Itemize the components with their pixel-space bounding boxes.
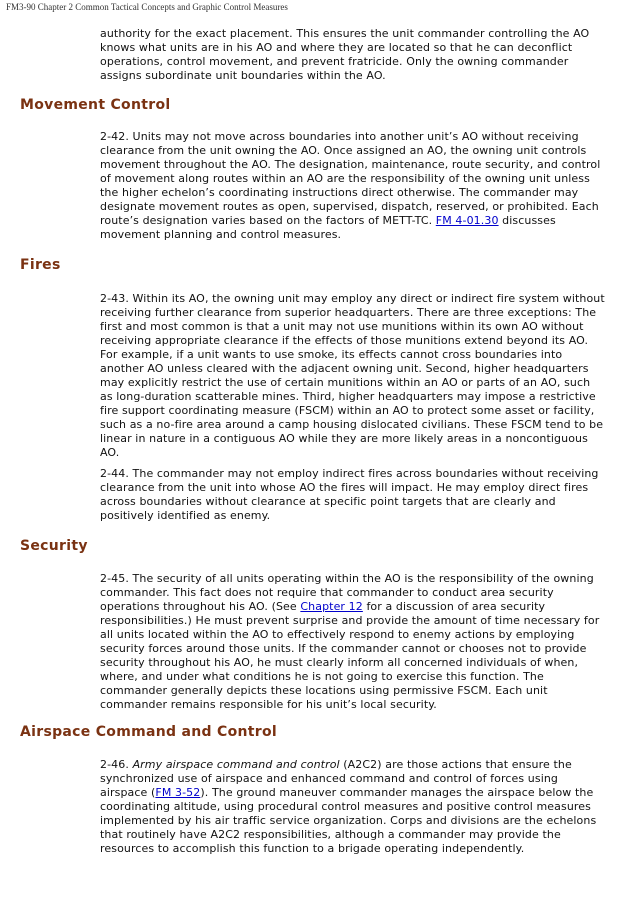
paragraph-2-42-text-end: discusses movement planning and control measures. — [100, 214, 556, 241]
paragraph-2-45 — [100, 572, 606, 712]
paragraph-2-43 — [100, 292, 606, 460]
paragraph-2-42 — [100, 130, 606, 242]
paragraph-2-46 — [100, 758, 606, 856]
heading-security: Security — [20, 538, 88, 554]
heading-fires: Fires — [20, 257, 61, 273]
link-fm-3-52[interactable]: FM 3-52 — [155, 786, 201, 799]
heading-airspace-command-and-control: Airspace Command and Control — [20, 724, 277, 740]
paragraph-2-46-text-end: ). The ground maneuver commander manages the airspace below the coordinating altitude, using procedural control measures and positive control measures implemented by his air traffic service organization. Corps and divisions are the echelons that routinely have A2C2 responsibilities, although a commander may provide the resources to accomplish this function to a brigade operating independently. — [100, 786, 597, 855]
paragraph-intro — [100, 27, 606, 83]
paragraph-2-44 — [100, 467, 606, 523]
page-header: FM3-90 Chapter 2 Common Tactical Concepts and Graphic Control Measures — [6, 2, 288, 12]
paragraph-2-42-text: 2-42. Units may not move across boundaries into another unit’s AO without receiving clearance from the unit owning the AO. Once assigned an AO, the owning unit controls movement throughout the AO. The designation, maintenance, route security, and control of movement along routes within an AO are the responsibility of the owning unit unless the higher echelon’s coordinating instructions direct otherwise. The commander may designate movement routes as open, supervised, dispatch, reserved, or prohibited. Each route’s designation varies based on the factors of METT-TC. — [100, 130, 601, 227]
paragraph-2-45-text-end: for a discussion of area security responsibilities.) He must prevent surprise and provide the amount of time necessary for all units located within the AO to effectively respond to enemy actions by employing security forces around those units. If the commander cannot or chooses not to provide security throughout his AO, he must clearly inform all concerned individuals of when, where, and under what conditions he is not going to exercise this function. The commander generally depicts these locations using permissive FSCM. Each unit commander remains responsible for his unit’s local security. — [100, 600, 600, 711]
paragraph-2-43-text: 2-43. Within its AO, the owning unit may employ any direct or indirect fire system without receiving further clearance from superior headquarters. There are three exceptions: The first and most common is that a unit may not use munitions within its own AO without receiving appropriate clearance if the effects of those munitions extend beyond its AO. For example, if a unit wants to use smoke, its effects cannot cross boundaries into another AO unless cleared with the adjacent owning unit. Second, higher headquarters may explicitly restrict the use of certain munitions within an AO or parts of an AO, such as long-duration scatterable mines. Third, higher headquarters may impose a restrictive fire support coordinating measure (FSCM) within an AO to protect some asset or facility, such as a no-fire area around a camp housing dislocated civilians. These FSCM tend to be linear in nature in a contiguous AO while they are more likely areas in a noncontiguous AO. — [100, 292, 605, 459]
link-chapter-12[interactable]: Chapter 12 — [300, 600, 363, 613]
paragraph-2-46-term: Army airspace command and control — [132, 758, 340, 771]
heading-movement-control: Movement Control — [20, 97, 171, 113]
paragraph-2-46-text: (A2C2) are those actions that ensure the synchronized use of airspace and enhanced command and control of forces using airspace ( — [100, 758, 572, 799]
link-fm-4-01-30[interactable]: FM 4-01.30 — [435, 214, 499, 227]
paragraph-intro-text: authority for the exact placement. This ensures the unit commander controlling the AO knows what units are in his AO and where they are located so that he can deconflict operations, control movement, and prevent fratricide. Only the owning commander assigns subordinate unit boundaries within the AO. — [100, 27, 590, 82]
paragraph-2-46-number: 2-46. — [100, 758, 133, 771]
paragraph-2-45-text: 2-45. The security of all units operating within the AO is the responsibility of the owning commander. This fact does not require that commander to conduct area security operations throughout his AO. (See — [100, 572, 594, 613]
paragraph-2-44-text: 2-44. The commander may not employ indirect fires across boundaries without receiving clearance from the unit into whose AO the fires will impact. He may employ direct fires across boundaries without clearance at specific point targets that are clearly and positively identified as enemy. — [100, 467, 599, 522]
